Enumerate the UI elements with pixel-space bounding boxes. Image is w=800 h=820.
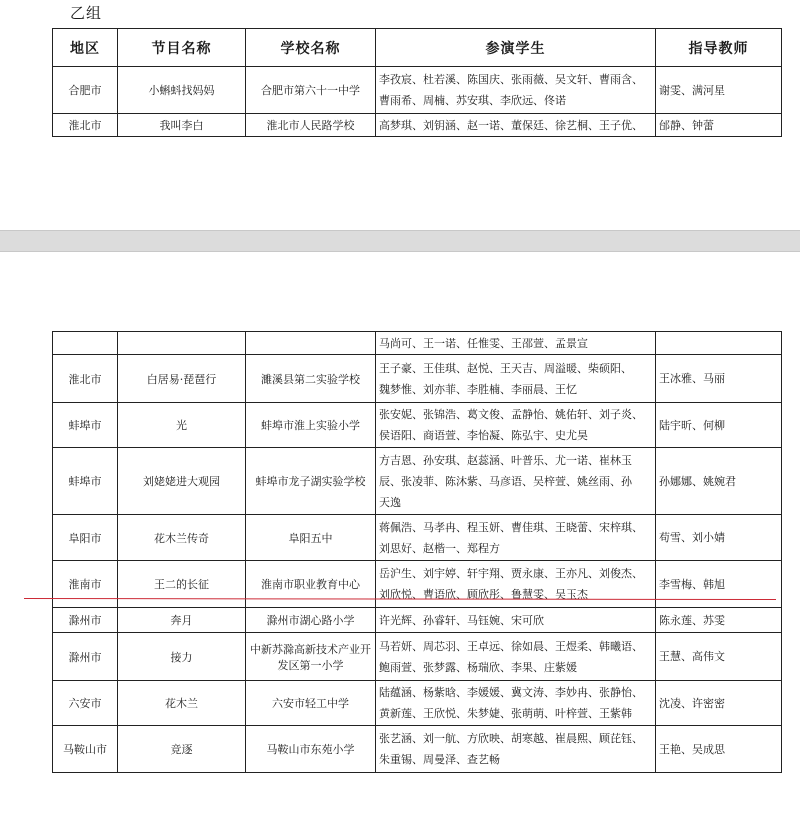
header-students: 参演学生: [376, 29, 656, 67]
table-row: [53, 448, 782, 515]
students-cell: [376, 515, 656, 561]
region-cell: 淮北市: [53, 355, 118, 403]
header-program: 节目名称: [118, 29, 246, 67]
teachers-line: 邰静、钟蕾: [659, 118, 714, 132]
students-cell: [376, 726, 656, 773]
teachers-line: 陆宇昕、何柳: [659, 418, 725, 432]
program-cell: [118, 332, 246, 355]
teachers-cell: [656, 633, 782, 681]
region-cell: 淮南市: [53, 561, 118, 608]
table-row: [53, 67, 782, 114]
teachers-line: 谢雯、满河星: [659, 83, 725, 97]
students-cell: [376, 403, 656, 448]
teachers-cell: [656, 515, 782, 561]
document-page-bottom: [0, 252, 800, 820]
program-cell: 我叫李白: [118, 114, 246, 137]
teachers-line: 陈永莲、苏雯: [659, 613, 725, 627]
teachers-cell: [656, 608, 782, 633]
school-cell: 淮北市人民路学校: [246, 114, 376, 137]
table-row: [53, 332, 782, 355]
students-cell: [376, 67, 656, 114]
table-row: [53, 681, 782, 726]
students-line: 侯语阳、商语萱、李怡凝、陈弘宇、史尤昊: [379, 429, 588, 442]
students-line: 刘欣悦、曹语欣、顾欣彤、鲁慧雯、吴玉杰: [379, 588, 588, 601]
table-row: [53, 561, 782, 608]
table-header-row: [53, 29, 782, 67]
program-cell: 接力: [118, 633, 246, 681]
students-line: 辰、张凌菲、陈沐紫、马彦语、吴梓萱、姚丝雨、孙: [379, 474, 632, 488]
school-cell: 六安市轻工中学: [246, 681, 376, 726]
region-cell: 滁州市: [53, 608, 118, 633]
school-cell: 蚌埠市淮上实验小学: [246, 403, 376, 448]
table-row: [53, 114, 782, 137]
program-cell: 竞逐: [118, 726, 246, 773]
students-line: 马尚可、王一诺、任惟雯、王邵萱、孟景宣: [379, 336, 588, 350]
program-cell: 刘姥姥进大观园: [118, 448, 246, 515]
students-line: 张艺涵、刘一航、方欣映、胡寒越、崔晨熙、顾芘钰、: [379, 732, 643, 745]
region-cell: 阜阳市: [53, 515, 118, 561]
students-line: 魏梦惟、刘亦菲、李胜楠、李丽晨、王忆: [379, 382, 577, 396]
teachers-line: 王艳、吴成思: [659, 742, 725, 756]
students-line: 曹雨希、周楠、苏安琪、李欣远、佟诺: [379, 94, 566, 107]
students-cell: [376, 114, 656, 137]
region-cell: 蚌埠市: [53, 403, 118, 448]
students-cell: [376, 332, 656, 355]
table-row: [53, 403, 782, 448]
teachers-line: 沈凌、许密密: [659, 696, 725, 710]
students-line: 王子豪、王佳琪、赵悦、王天吉、周溢暖、柴硕阳、: [379, 361, 632, 375]
school-cell: [246, 332, 376, 355]
program-cell: 花木兰: [118, 681, 246, 726]
table-row: [53, 608, 782, 633]
header-region: 地区: [53, 29, 118, 67]
students-line: 许光辉、孙睿轩、马钰婉、宋可欣: [379, 613, 544, 627]
students-line: 岳沪生、刘宇婷、轩宇翔、贾永康、王亦凡、刘俊杰、: [379, 567, 643, 580]
region-cell: 合肥市: [53, 67, 118, 114]
program-cell: 王二的长征: [118, 561, 246, 608]
program-cell: 花木兰传奇: [118, 515, 246, 561]
school-cell: 马鞍山市东苑小学: [246, 726, 376, 773]
region-cell: 马鞍山市: [53, 726, 118, 773]
students-line: 朱重锡、周曼泽、查艺畅: [379, 753, 500, 766]
students-cell: [376, 561, 656, 608]
students-cell: [376, 633, 656, 681]
program-table-bottom: [52, 331, 782, 773]
table-row: [53, 726, 782, 773]
teachers-line: 王冰雅、马丽: [659, 372, 725, 385]
students-line: 张安妮、张锦浩、葛文俊、孟静怡、姚佑轩、刘子炎、: [379, 408, 643, 421]
students-line: 鲍雨萱、张梦露、杨瑞欣、李果、庄紫媛: [379, 660, 577, 674]
school-cell: 中新苏滁高新技术产业开发区第一小学: [246, 633, 376, 681]
students-cell: [376, 355, 656, 403]
teachers-cell: [656, 448, 782, 515]
teachers-cell: [656, 67, 782, 114]
students-line: 马若妍、周芯羽、王卓远、徐如晨、王煜柔、韩曦语、: [379, 639, 643, 653]
school-cell: 滁州市湖心路小学: [246, 608, 376, 633]
students-line: 天逸: [379, 495, 401, 509]
teachers-cell: [656, 726, 782, 773]
teachers-cell: [656, 681, 782, 726]
students-line: 陆蕴涵、杨紫晗、李媛媛、冀文涛、李妙冉、张静怡、: [379, 686, 643, 699]
header-teachers: 指导教师: [656, 29, 782, 67]
teachers-cell: [656, 114, 782, 137]
region-cell: [53, 332, 118, 355]
region-cell: 蚌埠市: [53, 448, 118, 515]
students-cell: [376, 608, 656, 633]
region-cell: 滁州市: [53, 633, 118, 681]
teachers-line: 孙娜娜、姚婉君: [659, 474, 736, 488]
school-cell: 合肥市第六十一中学: [246, 67, 376, 114]
students-line: 高梦琪、刘钥涵、赵一诺、董保廷、徐艺桐、王子优、: [379, 118, 643, 132]
header-school: 学校名称: [246, 29, 376, 67]
teachers-cell: [656, 355, 782, 403]
students-line: 李孜宸、杜若溪、陈国庆、张雨薇、吴文轩、曹雨含、: [379, 73, 643, 86]
page-gap: [0, 230, 800, 252]
teachers-line: 王慧、高伟文: [659, 650, 725, 663]
teachers-cell: [656, 561, 782, 608]
students-line: 方吉恩、孙安琪、赵蕊涵、叶普乐、尤一诺、崔林玉: [379, 453, 632, 467]
table-row: [53, 355, 782, 403]
teachers-line: 李雪梅、韩旭: [659, 577, 725, 591]
document-page-top: [0, 0, 800, 230]
table-row: [53, 515, 782, 561]
program-cell: 白居易·琵琶行: [118, 355, 246, 403]
program-cell: 小蝌蚪找妈妈: [118, 67, 246, 114]
school-cell: 蚌埠市龙子湖实验学校: [246, 448, 376, 515]
school-cell: 濉溪县第二实验学校: [246, 355, 376, 403]
school-cell: 阜阳五中: [246, 515, 376, 561]
group-label: 乙组: [70, 4, 103, 22]
students-line: 黄新莲、王欣悦、朱梦婕、张萌萌、叶梓萱、王紫韩: [379, 707, 632, 720]
school-cell: 淮南市职业教育中心: [246, 561, 376, 608]
teachers-line: 苟雪、刘小婧: [659, 531, 725, 544]
students-cell: [376, 681, 656, 726]
program-cell: 光: [118, 403, 246, 448]
students-cell: [376, 448, 656, 515]
students-line: 蒋佩浩、马孝冉、程玉妍、曹佳琪、王晓蕾、宋梓琪、: [379, 520, 643, 534]
students-line: 刘思好、赵楷一、郑程方: [379, 541, 500, 555]
table-row: [53, 633, 782, 681]
region-cell: 淮北市: [53, 114, 118, 137]
program-cell: 奔月: [118, 608, 246, 633]
teachers-cell: [656, 403, 782, 448]
program-table-top: [52, 28, 782, 137]
teachers-cell: [656, 332, 782, 355]
region-cell: 六安市: [53, 681, 118, 726]
